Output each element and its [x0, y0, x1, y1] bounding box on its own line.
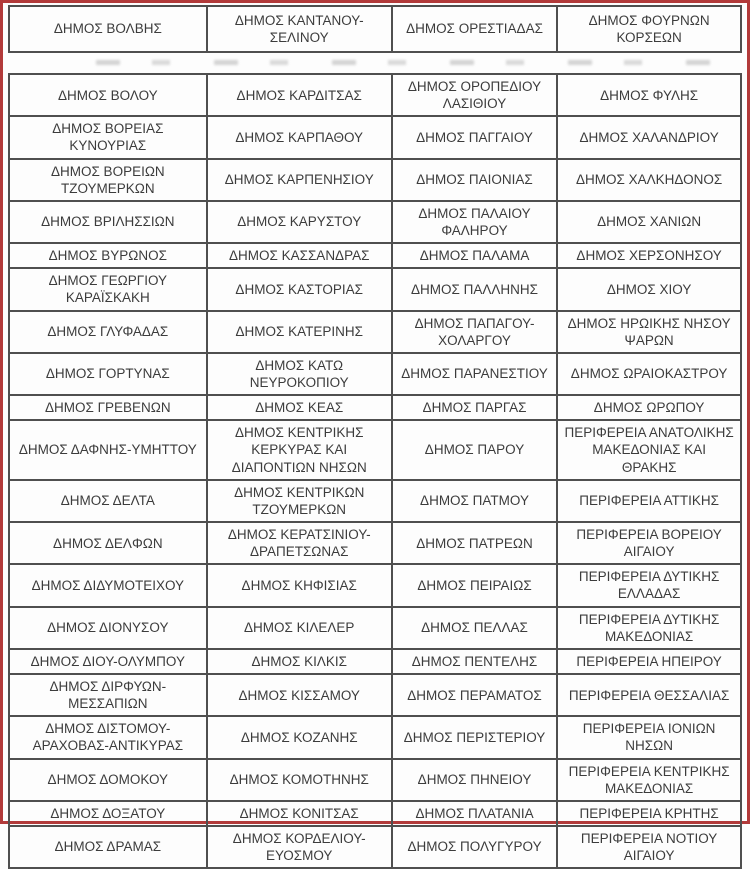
table-cell: ΔΗΜΟΣ ΚΑΡΔΙΤΣΑΣ — [207, 74, 392, 116]
table-cell: ΠΕΡΙΦΕΡΕΙΑ ΑΝΑΤΟΛΙΚΗΣ ΜΑΚΕΔΟΝΙΑΣ ΚΑΙ ΘΡΑΚΗΣ — [557, 420, 741, 479]
table-cell: ΔΗΜΟΣ ΚΑΡΠΑΘΟΥ — [207, 116, 392, 158]
table-cell: ΠΕΡΙΦΕΡΕΙΑ ΒΟΡΕΙΟΥ ΑΙΓΑΙΟΥ — [557, 522, 741, 564]
table-cell: ΔΗΜΟΣ ΔΙΔΥΜΟΤΕΙΧΟΥ — [9, 564, 207, 606]
table-cell: ΠΕΡΙΦΕΡΕΙΑ ΘΕΣΣΑΛΙΑΣ — [557, 674, 741, 716]
table-row — [9, 268, 741, 310]
table-row — [9, 201, 741, 243]
table-cell: ΔΗΜΟΣ ΠΑΓΓΑΙΟΥ — [392, 116, 557, 158]
table-row — [9, 353, 741, 395]
table-cell: ΔΗΜΟΣ ΧΙΟΥ — [557, 268, 741, 310]
table-cell: ΔΗΜΟΣ ΒΟΛΒΗΣ — [9, 6, 207, 52]
table-cell: ΔΗΜΟΣ ΠΕΙΡΑΙΩΣ — [392, 564, 557, 606]
table-cell: ΠΕΡΙΦΕΡΕΙΑ ΔΥΤΙΚΗΣ ΕΛΛΑΔΑΣ — [557, 564, 741, 606]
table-cell: ΔΗΜΟΣ ΒΟΡΕΙΑΣ ΚΥΝΟΥΡΙΑΣ — [9, 116, 207, 158]
table-cell: ΔΗΜΟΣ ΠΗΝΕΙΟΥ — [392, 759, 557, 801]
table-cell: ΔΗΜΟΣ ΠΟΛΥΓΥΡΟΥ — [392, 826, 557, 868]
table-row — [9, 564, 741, 606]
table-cell: ΔΗΜΟΣ ΠΑΤΜΟΥ — [392, 480, 557, 522]
table-cell: ΔΗΜΟΣ ΔΟΞΑΤΟΥ — [9, 801, 207, 826]
table-cell: ΔΗΜΟΣ ΚΑΤΕΡΙΝΗΣ — [207, 311, 392, 353]
table-cell: ΔΗΜΟΣ ΚΕΑΣ — [207, 395, 392, 420]
municipalities-table — [8, 73, 742, 869]
table-cell: ΔΗΜΟΣ ΚΑΝΤΑΝΟΥ-ΣΕΛΙΝΟΥ — [207, 6, 392, 52]
table-cell: ΔΗΜΟΣ ΠΑΡΟΥ — [392, 420, 557, 479]
table-cell: ΔΗΜΟΣ ΦΟΥΡΝΩΝ ΚΟΡΣΕΩΝ — [557, 6, 741, 52]
table-cell: ΠΕΡΙΦΕΡΕΙΑ ΔΥΤΙΚΗΣ ΜΑΚΕΔΟΝΙΑΣ — [557, 607, 741, 649]
table-cell: ΔΗΜΟΣ ΚΑΡΠΕΝΗΣΙΟΥ — [207, 159, 392, 201]
table-cell: ΠΕΡΙΦΕΡΕΙΑ ΑΤΤΙΚΗΣ — [557, 480, 741, 522]
table-cell: ΔΗΜΟΣ ΚΑΣΣΑΝΔΡΑΣ — [207, 243, 392, 268]
table-cell: ΔΗΜΟΣ ΚΕΡΑΤΣΙΝΙΟΥ-ΔΡΑΠΕΤΣΩΝΑΣ — [207, 522, 392, 564]
table-cell: ΔΗΜΟΣ ΔΑΦΝΗΣ-ΥΜΗΤΤΟΥ — [9, 420, 207, 479]
table-cell: ΔΗΜΟΣ ΠΑΛΛΗΝΗΣ — [392, 268, 557, 310]
table-row — [9, 311, 741, 353]
table-cell: ΔΗΜΟΣ ΧΑΛΑΝΔΡΙΟΥ — [557, 116, 741, 158]
table-row — [9, 480, 741, 522]
table-cell: ΔΗΜΟΣ ΠΑΛΑΙΟΥ ΦΑΛΗΡΟΥ — [392, 201, 557, 243]
header-row-table — [8, 5, 742, 53]
table-cell: ΔΗΜΟΣ ΚΑΣΤΟΡΙΑΣ — [207, 268, 392, 310]
table-cell: ΔΗΜΟΣ ΧΑΛΚΗΔΟΝΟΣ — [557, 159, 741, 201]
table-row — [9, 159, 741, 201]
table-cell: ΠΕΡΙΦΕΡΕΙΑ ΙΟΝΙΩΝ ΝΗΣΩΝ — [557, 716, 741, 758]
table-cell: ΔΗΜΟΣ ΔΙΡΦΥΩΝ-ΜΕΣΣΑΠΙΩΝ — [9, 674, 207, 716]
table-cell: ΔΗΜΟΣ ΠΕΝΤΕΛΗΣ — [392, 649, 557, 674]
table-cell: ΔΗΜΟΣ ΔΙΟΝΥΣΟΥ — [9, 607, 207, 649]
table-cell: ΔΗΜΟΣ ΦΥΛΗΣ — [557, 74, 741, 116]
table-cell: ΔΗΜΟΣ ΠΛΑΤΑΝΙΑ — [392, 801, 557, 826]
table-cell: ΔΗΜΟΣ ΠΑΙΟΝΙΑΣ — [392, 159, 557, 201]
table-cell: ΔΗΜΟΣ ΔΙΟΥ-ΟΛΥΜΠΟΥ — [9, 649, 207, 674]
table-cell: ΔΗΜΟΣ ΠΑΡΑΝΕΣΤΙΟΥ — [392, 353, 557, 395]
table-row — [9, 716, 741, 758]
table-cell: ΔΗΜΟΣ ΚΟΡΔΕΛΙΟΥ-ΕΥΟΣΜΟΥ — [207, 826, 392, 868]
table-cell: ΔΗΜΟΣ ΧΕΡΣΟΝΗΣΟΥ — [557, 243, 741, 268]
table-cell: ΔΗΜΟΣ ΚΙΣΣΑΜΟΥ — [207, 674, 392, 716]
table-row — [9, 116, 741, 158]
table-cell: ΔΗΜΟΣ ΒΟΛΟΥ — [9, 74, 207, 116]
table-cell: ΔΗΜΟΣ ΠΑΡΓΑΣ — [392, 395, 557, 420]
table-row — [9, 522, 741, 564]
table-row — [9, 607, 741, 649]
table-cell: ΔΗΜΟΣ ΔΡΑΜΑΣ — [9, 826, 207, 868]
table-cell: ΔΗΜΟΣ ΠΕΡΙΣΤΕΡΙΟΥ — [392, 716, 557, 758]
table-cell: ΔΗΜΟΣ ΚΙΛΕΛΕΡ — [207, 607, 392, 649]
table-row — [9, 801, 741, 826]
table-row — [9, 420, 741, 479]
table-row — [9, 74, 741, 116]
table-row — [9, 649, 741, 674]
table-row — [9, 243, 741, 268]
table-cell: ΔΗΜΟΣ ΟΡΟΠΕΔΙΟΥ ΛΑΣΙΘΙΟΥ — [392, 74, 557, 116]
table-cell: ΔΗΜΟΣ ΔΕΛΤΑ — [9, 480, 207, 522]
table-cell: ΔΗΜΟΣ ΚΑΤΩ ΝΕΥΡΟΚΟΠΙΟΥ — [207, 353, 392, 395]
table-cell: ΔΗΜΟΣ ΠΑΤΡΕΩΝ — [392, 522, 557, 564]
table-cell: ΔΗΜΟΣ ΧΑΝΙΩΝ — [557, 201, 741, 243]
table-cell: ΔΗΜΟΣ ΗΡΩΙΚΗΣ ΝΗΣΟΥ ΨΑΡΩΝ — [557, 311, 741, 353]
table-cell: ΔΗΜΟΣ ΚΕΝΤΡΙΚΩΝ ΤΖΟΥΜΕΡΚΩΝ — [207, 480, 392, 522]
table-cell: ΔΗΜΟΣ ΚΑΡΥΣΤΟΥ — [207, 201, 392, 243]
table-row — [9, 395, 741, 420]
table-cell: ΠΕΡΙΦΕΡΕΙΑ ΚΕΝΤΡΙΚΗΣ ΜΑΚΕΔΟΝΙΑΣ — [557, 759, 741, 801]
table-row — [9, 674, 741, 716]
scan-gap — [8, 53, 742, 73]
table-cell: ΔΗΜΟΣ ΚΟΖΑΝΗΣ — [207, 716, 392, 758]
table-cell: ΔΗΜΟΣ ΚΙΛΚΙΣ — [207, 649, 392, 674]
table-cell: ΔΗΜΟΣ ΚΕΝΤΡΙΚΗΣ ΚΕΡΚΥΡΑΣ ΚΑΙ ΔΙΑΠΟΝΤΙΩΝ ΝΗΣΩΝ — [207, 420, 392, 479]
scan-artifact — [96, 60, 721, 65]
table-cell: ΔΗΜΟΣ ΔΕΛΦΩΝ — [9, 522, 207, 564]
table-cell: ΔΗΜΟΣ ΩΡΩΠΟΥ — [557, 395, 741, 420]
table-cell: ΔΗΜΟΣ ΠΑΠΑΓΟΥ-ΧΟΛΑΡΓΟΥ — [392, 311, 557, 353]
table-row — [9, 759, 741, 801]
table-row — [9, 6, 741, 52]
header-row-table-body — [9, 6, 741, 52]
table-cell: ΔΗΜΟΣ ΒΥΡΩΝΟΣ — [9, 243, 207, 268]
table-cell: ΔΗΜΟΣ ΠΕΛΛΑΣ — [392, 607, 557, 649]
table-cell: ΔΗΜΟΣ ΠΕΡΑΜΑΤΟΣ — [392, 674, 557, 716]
table-row — [9, 826, 741, 868]
table-cell: ΔΗΜΟΣ ΚΗΦΙΣΙΑΣ — [207, 564, 392, 606]
table-cell: ΔΗΜΟΣ ΔΙΣΤΟΜΟΥ-ΑΡΑΧΟΒΑΣ-ΑΝΤΙΚΥΡΑΣ — [9, 716, 207, 758]
table-cell: ΠΕΡΙΦΕΡΕΙΑ ΚΡΗΤΗΣ — [557, 801, 741, 826]
table-cell: ΠΕΡΙΦΕΡΕΙΑ ΝΟΤΙΟΥ ΑΙΓΑΙΟΥ — [557, 826, 741, 868]
table-cell: ΔΗΜΟΣ ΔΟΜΟΚΟΥ — [9, 759, 207, 801]
table-cell: ΔΗΜΟΣ ΓΛΥΦΑΔΑΣ — [9, 311, 207, 353]
table-cell: ΔΗΜΟΣ ΓΡΕΒΕΝΩΝ — [9, 395, 207, 420]
table-cell: ΔΗΜΟΣ ΠΑΛΑΜΑ — [392, 243, 557, 268]
table-cell: ΔΗΜΟΣ ΓΟΡΤΥΝΑΣ — [9, 353, 207, 395]
scanned-document-page — [3, 3, 747, 869]
table-cell: ΔΗΜΟΣ ΩΡΑΙΟΚΑΣΤΡΟΥ — [557, 353, 741, 395]
table-cell: ΠΕΡΙΦΕΡΕΙΑ ΗΠΕΙΡΟΥ — [557, 649, 741, 674]
table-cell: ΔΗΜΟΣ ΒΟΡΕΙΩΝ ΤΖΟΥΜΕΡΚΩΝ — [9, 159, 207, 201]
table-cell: ΔΗΜΟΣ ΚΟΜΟΤΗΝΗΣ — [207, 759, 392, 801]
table-cell: ΔΗΜΟΣ ΒΡΙΛΗΣΣΙΩΝ — [9, 201, 207, 243]
table-cell: ΔΗΜΟΣ ΚΟΝΙΤΣΑΣ — [207, 801, 392, 826]
table-cell: ΔΗΜΟΣ ΟΡΕΣΤΙΑΔΑΣ — [392, 6, 557, 52]
table-cell: ΔΗΜΟΣ ΓΕΩΡΓΙΟΥ ΚΑΡΑΪΣΚΑΚΗ — [9, 268, 207, 310]
municipalities-table-body — [9, 74, 741, 868]
